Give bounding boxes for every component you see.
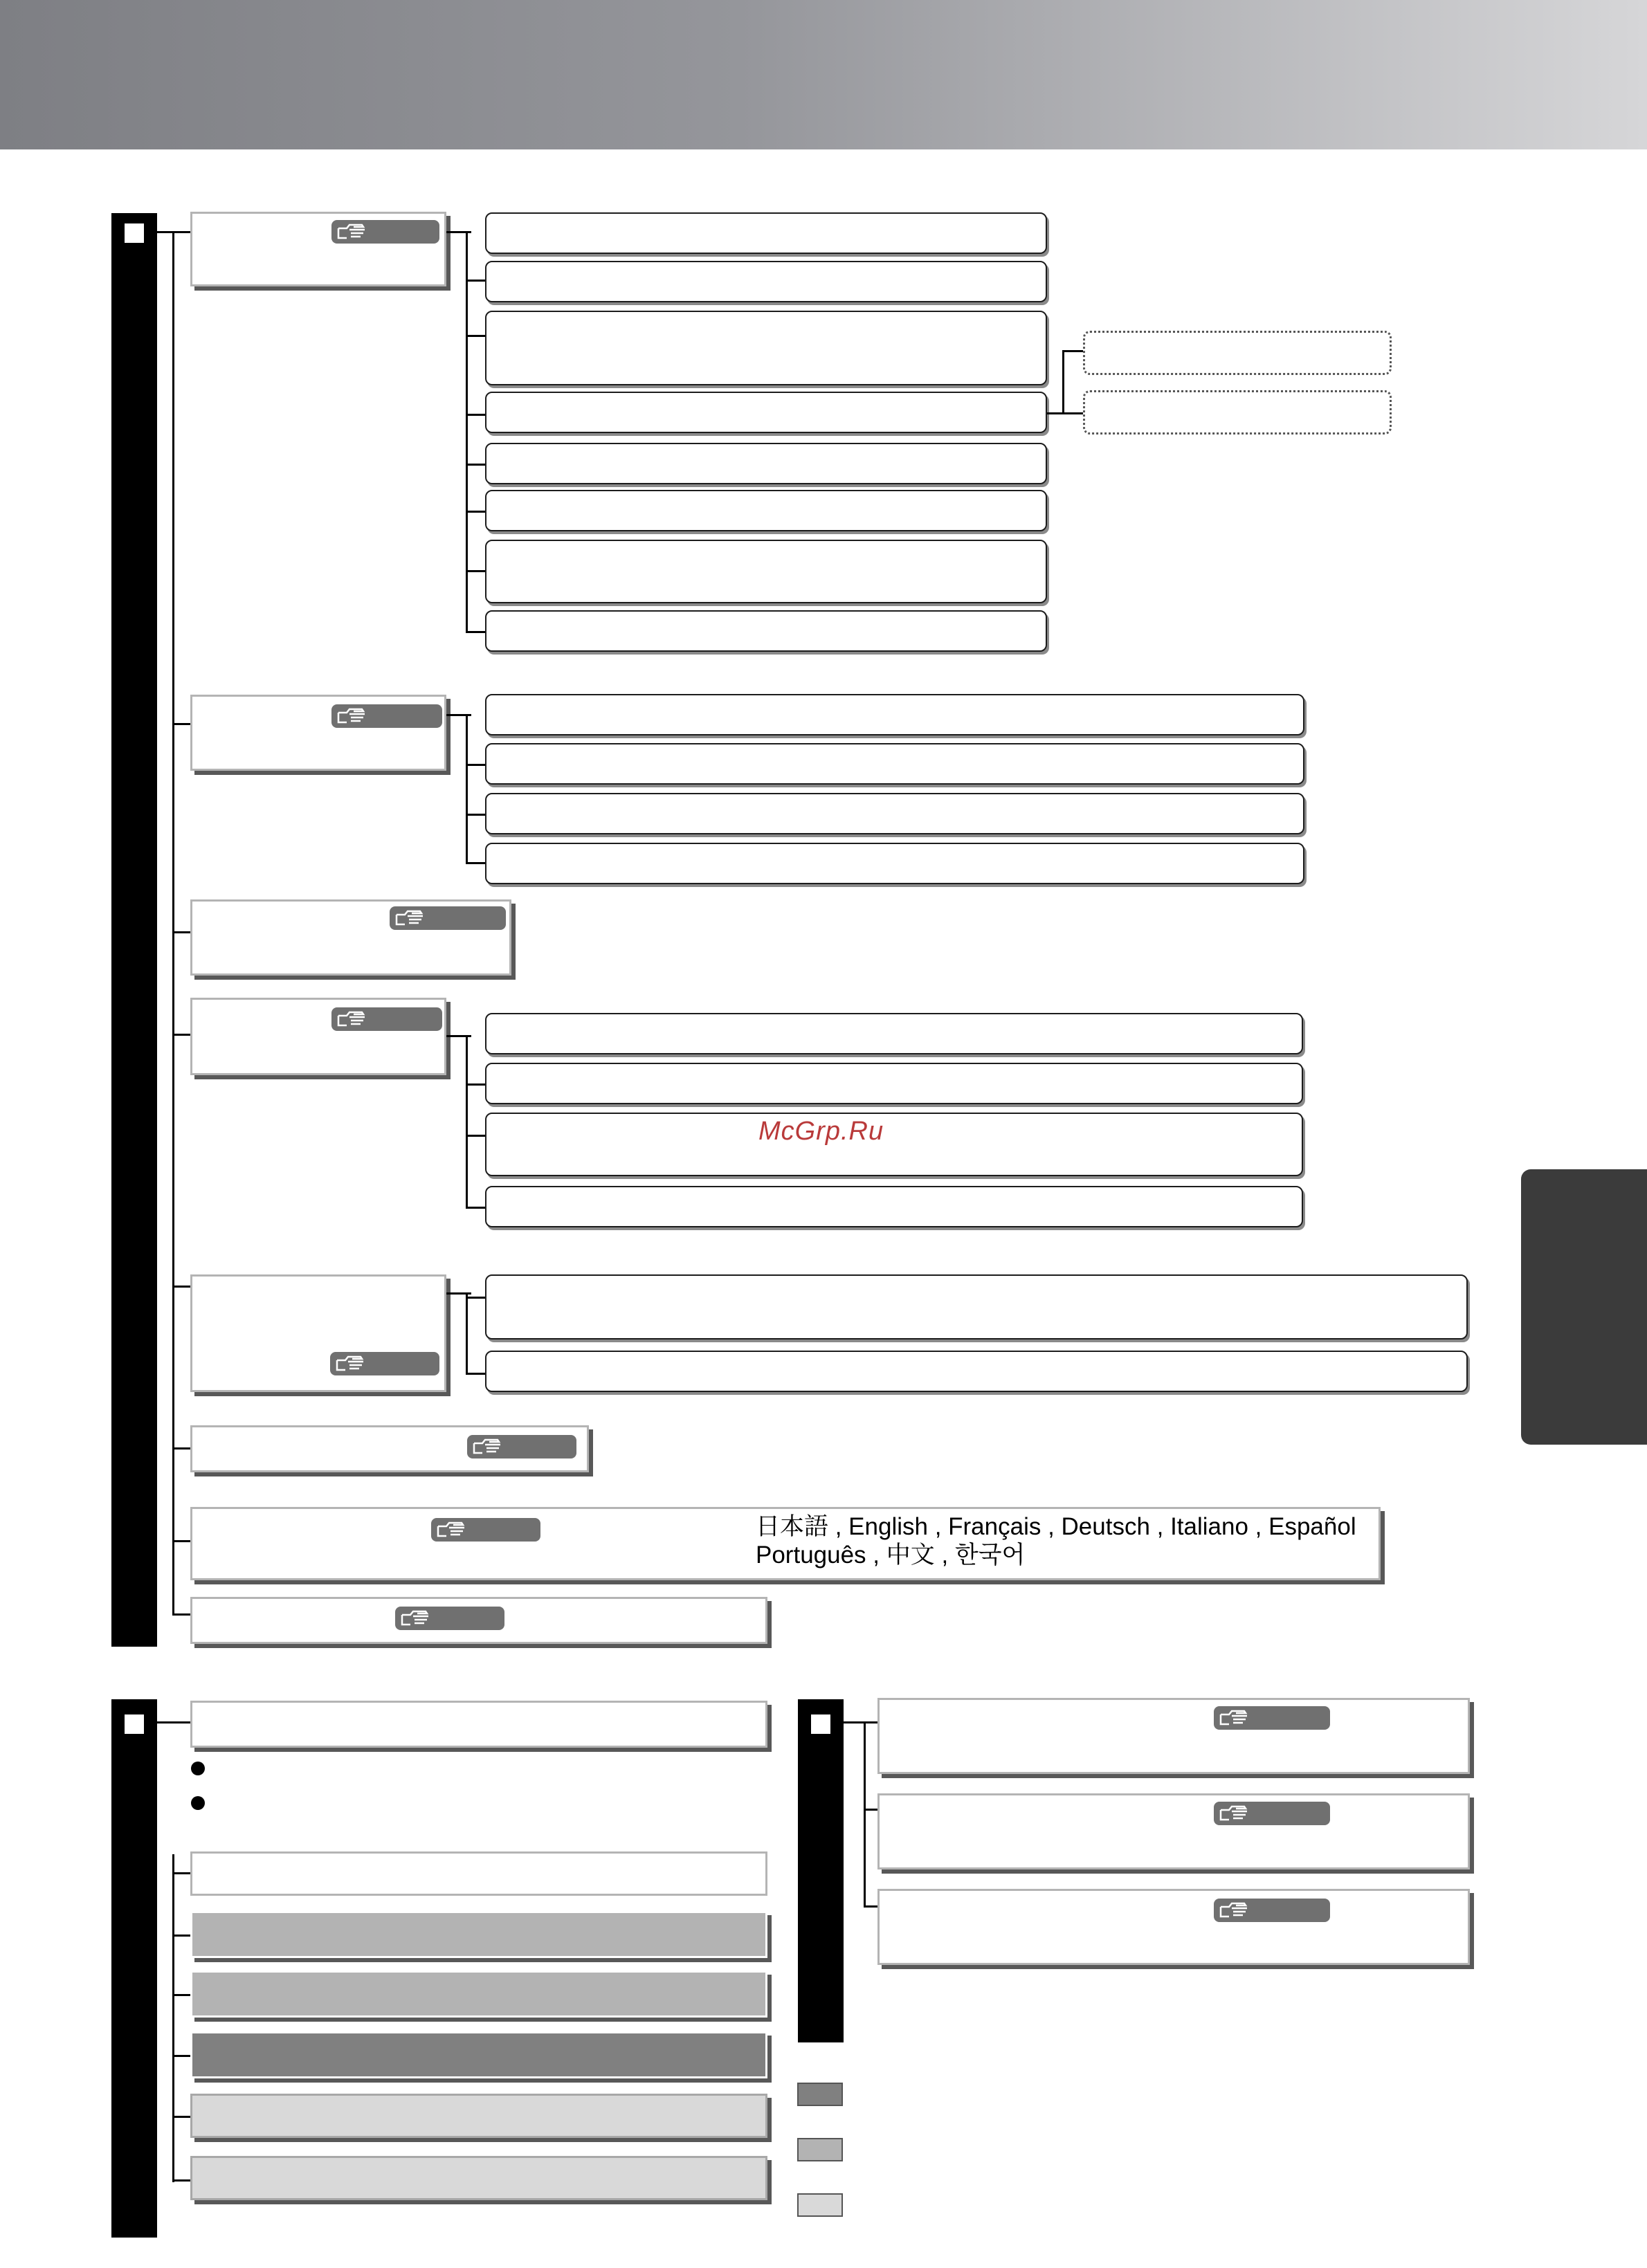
pointing-hand-icon (336, 1355, 365, 1373)
section-marker-icon (125, 223, 144, 243)
page-ref-badge[interactable] (395, 1607, 504, 1630)
option-box-2[interactable] (877, 1793, 1470, 1869)
submenu-item-1-2[interactable] (485, 261, 1047, 302)
page-ref-badge[interactable] (1214, 1706, 1330, 1730)
section-1-bar (111, 213, 157, 1647)
pointing-hand-icon (337, 707, 366, 725)
page-ref-badge[interactable] (331, 1007, 442, 1031)
legend-swatch-mid (797, 2138, 843, 2161)
setting-box-light-1[interactable] (190, 2094, 767, 2138)
page-ref-badge[interactable] (390, 906, 506, 930)
submenu-item-1-4[interactable] (485, 392, 1047, 433)
page-ref-badge[interactable] (431, 1518, 540, 1542)
bullet-icon (191, 1762, 205, 1775)
setting-box-top[interactable] (190, 1701, 767, 1748)
page-ref-badge[interactable] (331, 704, 442, 728)
section-marker-icon (811, 1714, 830, 1734)
chapter-side-tab[interactable] (1521, 1169, 1647, 1445)
pointing-hand-icon (1219, 1901, 1248, 1919)
setting-box-white[interactable] (190, 1851, 767, 1896)
language-options-line-2: Português , 中文 , 한국어 (756, 1542, 1026, 1569)
submenu-item-1-7[interactable] (485, 540, 1047, 603)
pointing-hand-icon (1219, 1709, 1248, 1727)
page-ref-badge[interactable] (1214, 1899, 1330, 1922)
page-header-bar (0, 0, 1647, 149)
option-box-1[interactable] (877, 1698, 1470, 1774)
sub-option-2[interactable] (1083, 390, 1392, 435)
legend-swatch-dark (797, 2083, 843, 2106)
tree-trunk (172, 231, 174, 1615)
submenu-item-2-3[interactable] (485, 793, 1304, 834)
pointing-hand-icon (437, 1521, 466, 1539)
submenu-item-1-5[interactable] (485, 443, 1047, 484)
page-ref-badge[interactable] (331, 220, 439, 244)
page-ref-badge[interactable] (330, 1352, 439, 1375)
pointing-hand-icon (337, 1010, 366, 1028)
page-ref-badge[interactable] (467, 1435, 576, 1458)
sub-option-1[interactable] (1083, 331, 1392, 375)
setting-box-light-2[interactable] (190, 2156, 767, 2200)
submenu-item-5-2[interactable] (485, 1351, 1468, 1392)
submenu-item-1-3[interactable] (485, 311, 1047, 385)
setting-box-mid-1[interactable] (190, 1911, 767, 1958)
section-2-bar (111, 1699, 157, 2238)
legend-swatch-light (797, 2193, 843, 2217)
setting-box-dark[interactable] (190, 2031, 767, 2078)
pointing-hand-icon (1219, 1804, 1248, 1822)
submenu-item-4-3[interactable] (485, 1113, 1303, 1176)
watermark-text: McGrp.Ru (758, 1117, 884, 1146)
submenu-item-5-1[interactable] (485, 1274, 1468, 1339)
submenu-item-2-2[interactable] (485, 743, 1304, 785)
language-options-line-1: 日本語 , English , Français , Deutsch , Italiano , Español (756, 1513, 1356, 1540)
bullet-icon (191, 1796, 205, 1810)
pointing-hand-icon (395, 909, 424, 927)
submenu-item-4-2[interactable] (485, 1063, 1303, 1104)
pointing-hand-icon (337, 223, 366, 241)
page-ref-badge[interactable] (1214, 1802, 1330, 1825)
pointing-hand-icon (401, 1609, 430, 1627)
submenu-item-4-1[interactable] (485, 1013, 1303, 1054)
section-3-bar (798, 1699, 844, 2042)
setting-box-mid-2[interactable] (190, 1970, 767, 2018)
option-box-3[interactable] (877, 1889, 1470, 1965)
submenu-item-1-1[interactable] (485, 212, 1047, 254)
submenu-item-1-6[interactable] (485, 490, 1047, 531)
submenu-item-4-4[interactable] (485, 1186, 1303, 1227)
submenu-item-2-1[interactable] (485, 694, 1304, 735)
pointing-hand-icon (473, 1438, 502, 1456)
section-marker-icon (125, 1714, 144, 1734)
submenu-item-1-8[interactable] (485, 610, 1047, 652)
submenu-item-2-4[interactable] (485, 843, 1304, 884)
language-options (756, 1512, 1356, 1569)
